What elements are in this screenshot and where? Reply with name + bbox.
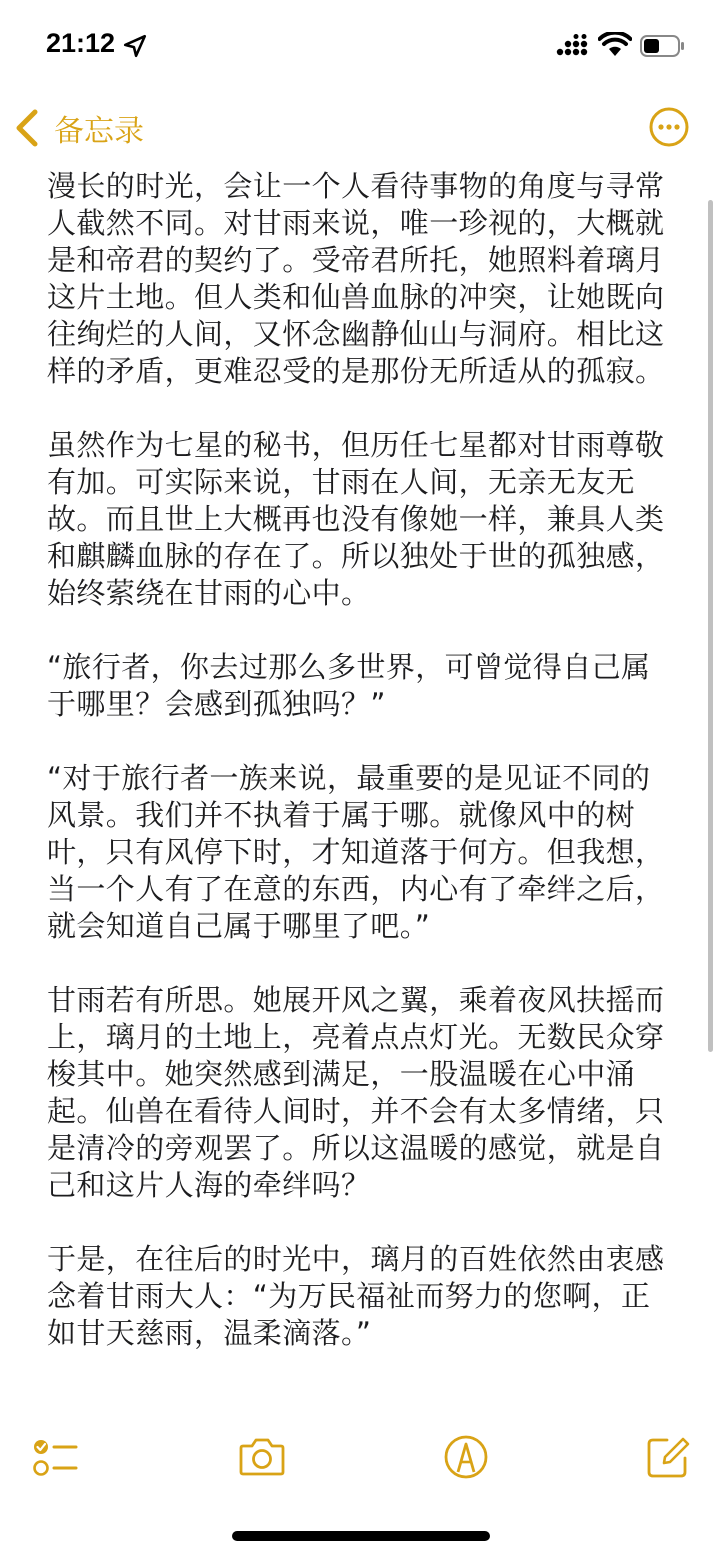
home-indicator[interactable] [232,1531,490,1541]
cellular-signal-icon [556,34,590,58]
bottom-toolbar [0,1428,720,1488]
note-body[interactable] [47,168,679,1389]
checklist-icon[interactable] [30,1432,80,1482]
markup-pen-icon[interactable] [441,1432,491,1482]
status-bar [0,0,720,90]
note-paragraph: 于是，在往后的时光中，璃月的百姓依然由衷感念着甘雨大人：“为万民福祉而努力的您啊，正如甘天慈雨，温柔滴落。” [47,1242,665,1350]
camera-icon[interactable] [237,1432,287,1482]
note-paragraph: 甘雨若有所思。她展开风之翼，乘着夜风扶摇而上，璃月的土地上，亮着点点灯光。无数民众穿梭其中。她突然感到满足，一股温暖在心中涌起。仙兽在看待人间时，并不会有太多情绪，只是清冷的旁观罢了。所以这温暖的感觉，就是自己和这片人海的牵绊吗？ [47,983,665,1202]
note-paragraph: 虽然作为七星的秘书，但历任七星都对甘雨尊敬有加。可实际来说，甘雨在人间，无亲无友无故。而且世上大概再也没有像她一样，兼具人类和麒麟血脉的存在了。所以独处于世的孤独感，始终萦绕在甘雨的心中。 [47,428,665,610]
nav-bar [0,100,720,156]
status-time: 21:12 [46,28,116,58]
note-paragraph: “对于旅行者一族来说，最重要的是见证不同的风景。我们并不执着于属于哪。就像风中的树叶，只有风停下时，才知道落于何方。但我想，当一个人有了在意的东西，内心有了牵绊之后，就会知道自己属于哪里了吧。” [47,761,665,943]
note-paragraph: “旅行者，你去过那么多世界，可曾觉得自己属于哪里？会感到孤独吗？” [47,650,651,721]
battery-icon [640,34,686,58]
ellipsis-circle-icon[interactable] [648,106,690,148]
wifi-icon [598,32,632,58]
back-button-label: 备忘录 [54,114,144,149]
note-paragraph: 漫长的时光，会让一个人看待事物的角度与寻常人截然不同。对甘雨来说，唯一珍视的，大概就是和帝君的契约了。受帝君所托，她照料着璃月这片土地。但人类和仙兽血脉的冲突，让她既向往绚烂的人间，又怀念幽静仙山与洞府。相比这样的矛盾，更难忍受的是那份无所适从的孤寂。 [47,169,665,388]
back-button[interactable] [14,106,144,150]
chevron-left-icon [14,108,40,148]
scroll-indicator[interactable] [708,200,713,1052]
compose-icon[interactable] [643,1432,693,1482]
location-arrow-icon [122,33,148,59]
